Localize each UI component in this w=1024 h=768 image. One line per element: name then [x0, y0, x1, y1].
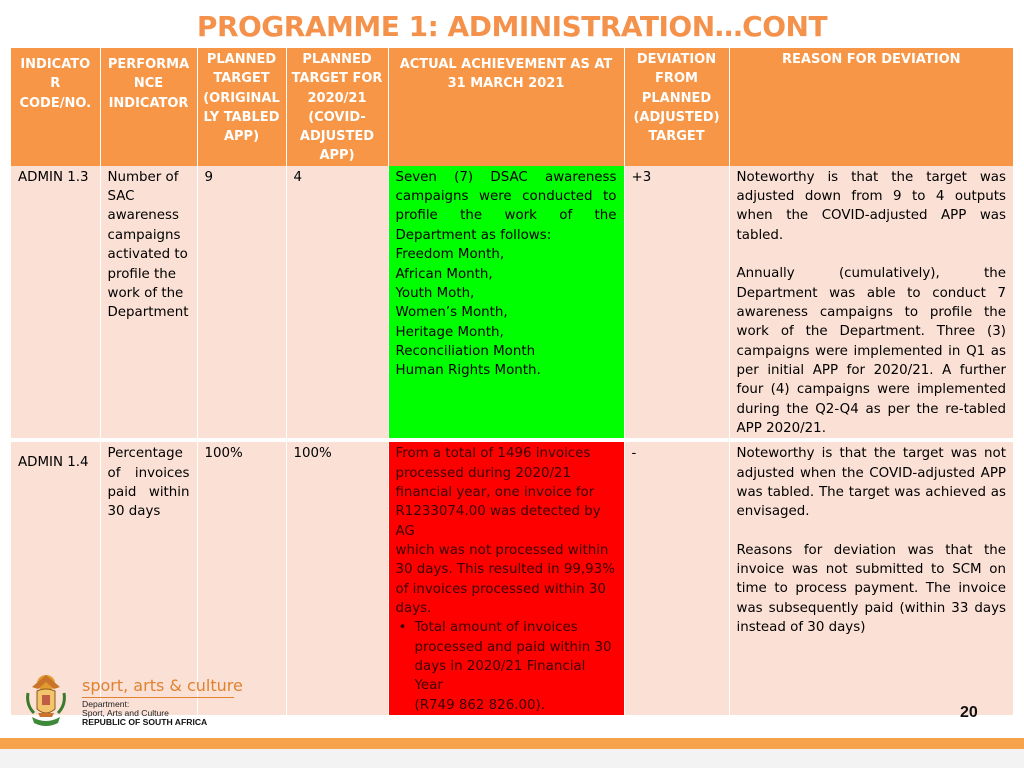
header-planned-original: PLANNED TARGET (ORIGINAL LY TABLED APP)	[197, 48, 286, 166]
actual-bullet-item: • Total amount of invoices processed and paid within 30 days in 2020/21 Financial Year (R749 862 826.00).	[396, 618, 617, 715]
reason-paragraph: Annually (cumulatively), the Department was able to conduct 7 awareness campaigns to profile the work of the Department. Three (3) campaigns were implemented in Q1 as per initial APP for 2020/21. A further four (4) campaigns were implemented during the Q2-Q4 as per the re-tabled APP 2020/21.	[736, 266, 1006, 436]
cell-planned-adjusted: 100%	[286, 440, 388, 715]
cell-indicator: Percentage of invoices paid within 30 days	[100, 440, 197, 715]
coat-of-arms-logo	[24, 669, 68, 731]
reason-paragraph: Reasons for deviation was that the invoice was not submitted to SCM on time to process payment. The invoice was subsequently paid (within 33 days instead of 30 days)	[736, 542, 1006, 635]
department-label: Department: Sport, Arts and Culture REPUBLIC OF SOUTH AFRICA	[82, 699, 208, 727]
cell-deviation: -	[624, 440, 729, 715]
performance-table	[11, 48, 1013, 715]
actual-item: African Month,	[395, 266, 493, 282]
actual-item: Reconciliation Month	[395, 343, 536, 359]
actual-item: Heritage Month,	[395, 324, 504, 340]
reason-paragraph: Noteworthy is that the target was not adjusted when the COVID-adjusted APP was tabled. The target was achieved as envisaged.	[736, 446, 1006, 520]
brand-divider	[82, 697, 234, 698]
reason-paragraph: Noteworthy is that the target was adjusted down from 9 to 4 outputs when the COVID-adjusted APP was tabled.	[736, 169, 1006, 243]
cell-reason	[729, 166, 1013, 440]
actual-item: Women’s Month,	[395, 305, 508, 321]
cell-planned-adjusted: 4	[286, 166, 388, 440]
page-number: 20	[960, 704, 978, 721]
table-row	[11, 440, 1013, 715]
table-header-row	[11, 48, 1013, 166]
header-actual: ACTUAL ACHIEVEMENT AS AT 31 MARCH 2021	[388, 48, 624, 166]
header-code: INDICATO R CODE/NO.	[11, 48, 100, 166]
cell-actual-achieved	[388, 166, 624, 440]
header-planned-adjusted: PLANNED TARGET FOR 2020/21 (COVID- ADJUSTED APP)	[286, 48, 388, 166]
actual-intro: Seven (7) DSAC awareness campaigns were conducted to profile the work of the Department as follows:	[395, 169, 617, 243]
actual-item: Youth Moth,	[395, 285, 475, 301]
cell-reason	[729, 440, 1013, 715]
header-indicator: PERFORMA NCE INDICATOR	[100, 48, 197, 166]
table-row	[11, 166, 1013, 440]
cell-code: ADMIN 1.3	[11, 166, 100, 440]
actual-bullet-list	[396, 618, 617, 715]
cell-planned-original: 9	[197, 166, 286, 440]
header-reason: REASON FOR DEVIATION	[729, 48, 1013, 166]
bottom-footer-strip	[0, 749, 1024, 768]
actual-item: Freedom Month,	[395, 247, 505, 263]
actual-item: Human Rights Month.	[395, 363, 541, 379]
bottom-accent-bar	[0, 738, 1024, 749]
cell-planned-original: 100%	[197, 440, 286, 715]
brand-wordmark: sport, arts & culture	[82, 676, 243, 695]
page-title: PROGRAMME 1: ADMINISTRATION…CONT	[196, 10, 828, 43]
header-deviation: DEVIATION FROM PLANNED (ADJUSTED) TARGET	[624, 48, 729, 166]
cell-indicator: Number of SAC awareness campaigns activated to profile the work of the Department	[100, 166, 197, 440]
cell-deviation: +3	[624, 166, 729, 440]
cell-actual-not-achieved: From a total of 1496 invoices processed during 2020/21 financial year, one invoice for R1233074.00 was detected by AG which was not processed within 30 days. This resulted in 99,93% of invoices processed within 30 days. • Total amount of invoices processed and paid within 30 days in 2020/21 Financial Year (R749 862 826.00).	[388, 440, 624, 715]
cell-code: ADMIN 1.4	[11, 440, 100, 715]
